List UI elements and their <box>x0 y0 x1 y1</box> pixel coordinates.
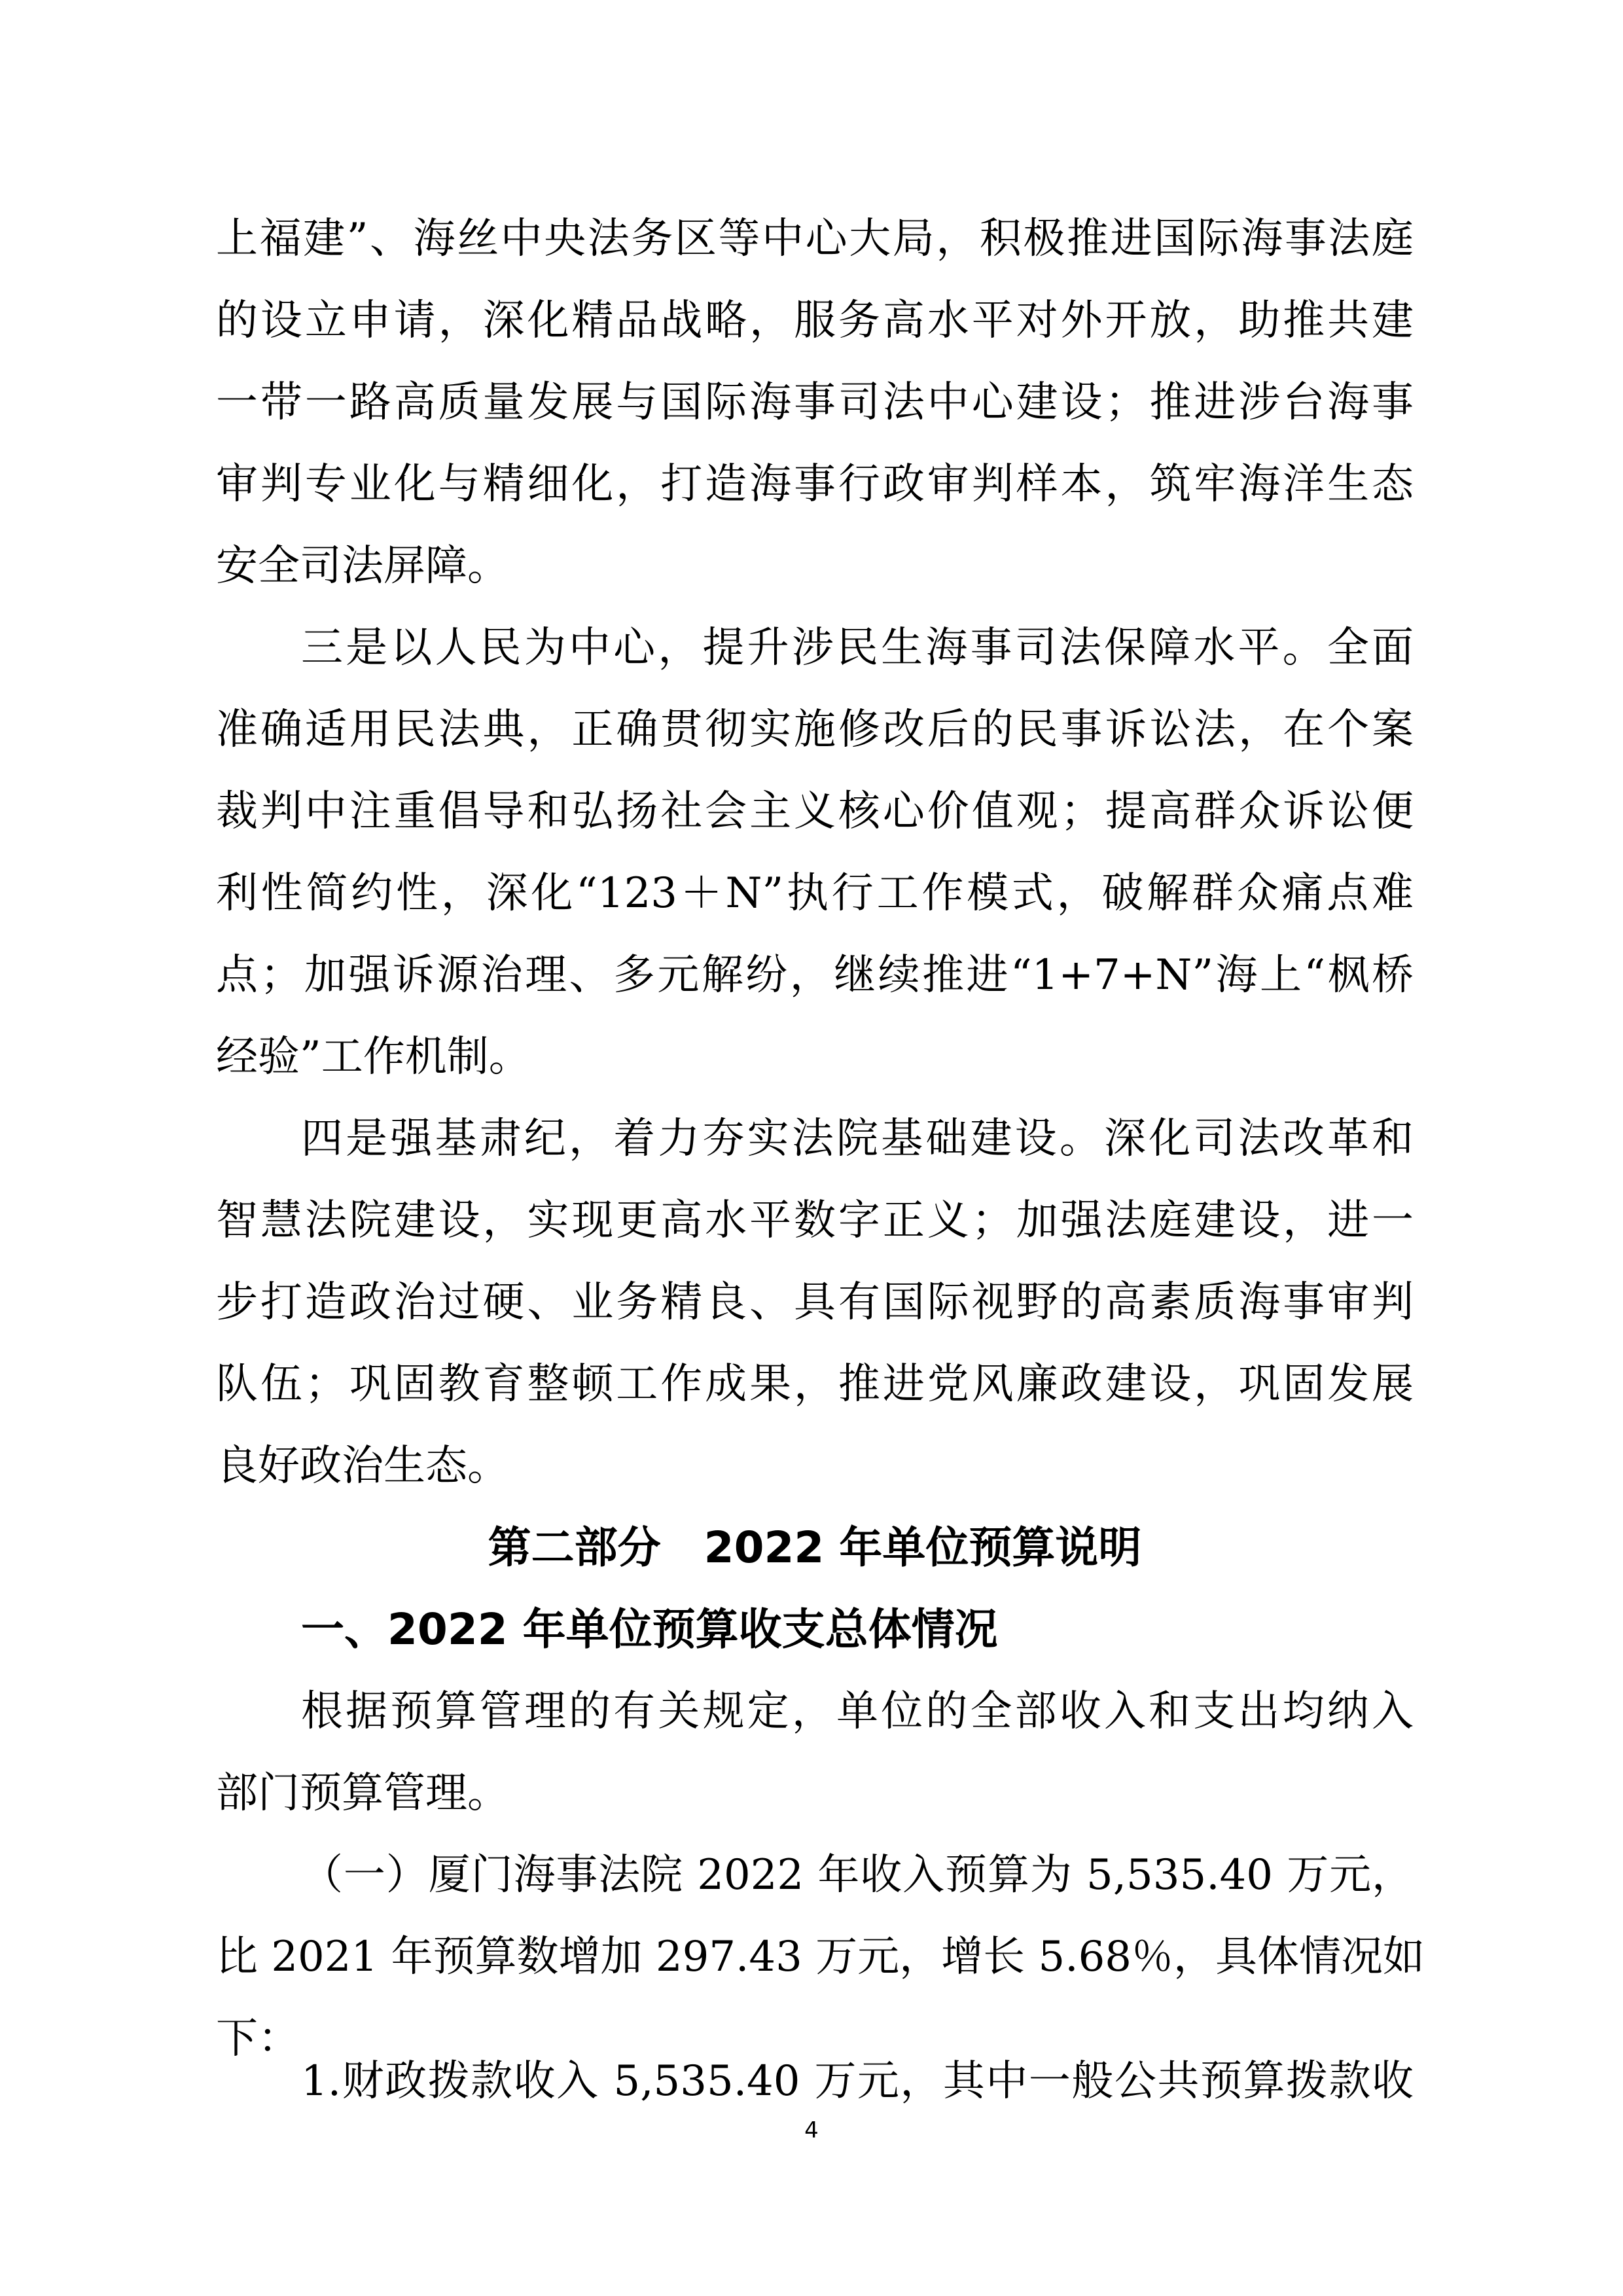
body-text-line: 部门预算管理。 <box>216 1769 509 1818</box>
paragraph-first-line: 四是强基肃纪，着力夯实法院基础建设。深化司法改革和 <box>301 1115 1414 1163</box>
body-text-line: 安全司法屏障。 <box>216 542 509 590</box>
part-heading: 第二部分 2022 年单位预算说明 <box>488 1522 1142 1573</box>
body-text-line: 审判专业化与精细化，打造海事行政审判样本，筑牢海洋生态 <box>216 460 1414 509</box>
body-text-line: 下： <box>216 2015 300 2063</box>
body-text-line: 比 2021 年预算数增加 297.43 万元，增长 5.68％，具体情况如 <box>216 1933 1425 1981</box>
body-text-line: 经验”工作机制。 <box>216 1033 531 1081</box>
section-heading: 一、2022 年单位预算收支总体情况 <box>301 1604 998 1655</box>
body-text-line: 智慧法院建设，实现更高水平数字正义；加强法庭建设，进一 <box>216 1196 1414 1245</box>
body-text-line: 上福建”、海丝中央法务区等中心大局，积极推进国际海事法庭 <box>216 215 1414 263</box>
paragraph-first-line: 三是以人民为中心，提升涉民生海事司法保障水平。全面 <box>301 624 1414 672</box>
paragraph-first-line: （一）厦门海事法院 2022 年收入预算为 5,535.40 万元， <box>301 1851 1414 1899</box>
body-text-line: 的设立申请，深化精品战略，服务高水平对外开放，助推共建 <box>216 296 1414 345</box>
body-text-line: 良好政治生态。 <box>216 1442 509 1490</box>
page-number: 4 <box>804 2117 819 2144</box>
body-text-line: 队伍；巩固教育整顿工作成果，推进党风廉政建设，巩固发展 <box>216 1360 1414 1408</box>
paragraph-first-line: 1.财政拨款收入 5,535.40 万元，其中一般公共预算拨款收 <box>301 2057 1414 2106</box>
body-text-line: 利性简约性，深化“123＋N”执行工作模式，破解群众痛点难 <box>216 869 1414 918</box>
body-text-line: 一带一路高质量发展与国际海事司法中心建设；推进涉台海事 <box>216 378 1414 427</box>
body-text-line: 裁判中注重倡导和弘扬社会主义核心价值观；提高群众诉讼便 <box>216 787 1414 836</box>
body-text-line: 点；加强诉源治理、多元解纷，继续推进“1+7+N”海上“枫桥 <box>216 951 1414 999</box>
body-text-line: 准确适用民法典，正确贯彻实施修改后的民事诉讼法，在个案 <box>216 706 1414 754</box>
body-text-line: 步打造政治过硬、业务精良、具有国际视野的高素质海事审判 <box>216 1278 1414 1327</box>
paragraph-first-line: 根据预算管理的有关规定，单位的全部收入和支出均纳入 <box>301 1687 1414 1736</box>
